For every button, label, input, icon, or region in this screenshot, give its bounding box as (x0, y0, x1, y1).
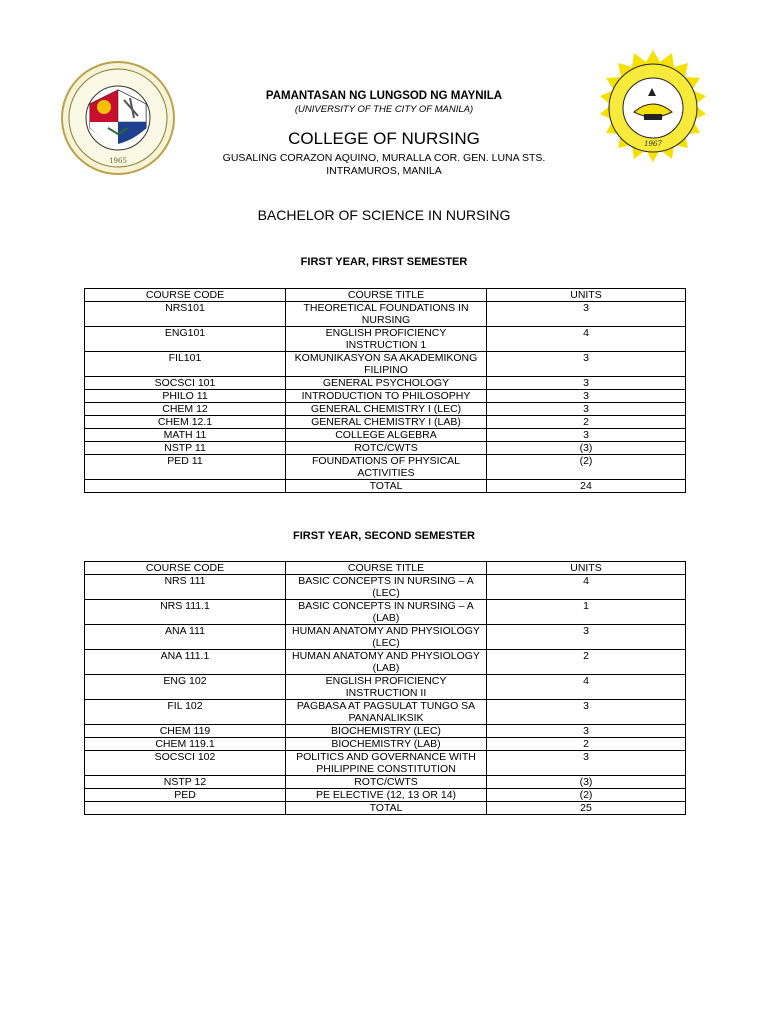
table-row (85, 429, 686, 442)
column-header: UNITS (487, 562, 686, 575)
course-units: 4 (487, 575, 686, 600)
course-code: CHEM 12.1 (85, 416, 286, 429)
table-row (85, 352, 686, 377)
course-code: PED (85, 789, 286, 802)
course-code: CHEM 119 (85, 725, 286, 738)
course-units: 3 (487, 390, 686, 403)
course-code: NSTP 12 (85, 776, 286, 789)
table-row (85, 789, 686, 802)
course-title: BIOCHEMISTRY (LAB) (286, 738, 487, 751)
course-table-second-semester (84, 561, 686, 815)
course-title: ROTC/CWTS (286, 776, 487, 789)
course-code: CHEM 119.1 (85, 738, 286, 751)
column-header: COURSE TITLE (286, 289, 487, 302)
university-english-name: (UNIVERSITY OF THE CITY OF MANILA) (294, 104, 474, 115)
course-title: ENGLISH PROFICIENCY INSTRUCTION 1 (286, 327, 487, 352)
course-units: 2 (487, 650, 686, 675)
course-code: NRS 111.1 (85, 600, 286, 625)
table-row (85, 600, 686, 625)
course-code: PHILO 11 (85, 390, 286, 403)
course-code: ANA 111.1 (85, 650, 286, 675)
course-units: 3 (487, 352, 686, 377)
table-row (85, 575, 686, 600)
course-code: ENG101 (85, 327, 286, 352)
course-title: BASIC CONCEPTS IN NURSING – A (LEC) (286, 575, 487, 600)
course-code: SOCSCI 102 (85, 751, 286, 776)
table-header-row (85, 289, 686, 302)
course-code: FIL101 (85, 352, 286, 377)
course-title: ENGLISH PROFICIENCY INSTRUCTION II (286, 675, 487, 700)
course-title: POLITICS AND GOVERNANCE WITH PHILIPPINE CONSTITUTION (286, 751, 487, 776)
total-units: 25 (487, 802, 686, 815)
course-units: 4 (487, 675, 686, 700)
course-code: ENG 102 (85, 675, 286, 700)
column-header: COURSE CODE (85, 289, 286, 302)
course-units: 3 (487, 429, 686, 442)
course-units: (3) (487, 776, 686, 789)
course-code: PED 11 (85, 455, 286, 480)
course-units: 2 (487, 416, 686, 429)
course-code: NSTP 11 (85, 442, 286, 455)
table-header-row (85, 562, 686, 575)
course-title: BIOCHEMISTRY (LEC) (286, 725, 487, 738)
course-code: NRS101 (85, 302, 286, 327)
table-row (85, 725, 686, 738)
course-units: 3 (487, 625, 686, 650)
college-name: COLLEGE OF NURSING (288, 129, 480, 148)
course-code: MATH 11 (85, 429, 286, 442)
table-row (85, 776, 686, 789)
table-row (85, 455, 686, 480)
total-row (85, 802, 686, 815)
course-table-first-semester (84, 288, 686, 493)
total-label: TOTAL (286, 802, 487, 815)
course-title: GENERAL CHEMISTRY I (LEC) (286, 403, 487, 416)
course-units: 3 (487, 725, 686, 738)
course-code: ANA 111 (85, 625, 286, 650)
column-header: COURSE CODE (85, 562, 286, 575)
table-row (85, 650, 686, 675)
course-units: 3 (487, 700, 686, 725)
course-title: HUMAN ANATOMY AND PHYSIOLOGY (LEC) (286, 625, 487, 650)
course-code: CHEM 12 (85, 403, 286, 416)
table-row (85, 302, 686, 327)
table-row (85, 625, 686, 650)
course-code: SOCSCI 101 (85, 377, 286, 390)
total-units: 24 (487, 480, 686, 493)
table-row (85, 700, 686, 725)
course-title: GENERAL PSYCHOLOGY (286, 377, 487, 390)
table-row (85, 738, 686, 751)
course-units: 3 (487, 302, 686, 327)
table-row (85, 442, 686, 455)
program-title: BACHELOR OF SCIENCE IN NURSING (257, 207, 511, 223)
column-header: COURSE TITLE (286, 562, 487, 575)
course-title: FOUNDATIONS OF PHYSICAL ACTIVITIES (286, 455, 487, 480)
table-row (85, 751, 686, 776)
table-row (85, 675, 686, 700)
total-label: TOTAL (286, 480, 487, 493)
course-title: HUMAN ANATOMY AND PHYSIOLOGY (LAB) (286, 650, 487, 675)
table-row (85, 377, 686, 390)
course-title: PE ELECTIVE (12, 13 OR 14) (286, 789, 487, 802)
svg-text:1965: 1965 (109, 157, 127, 165)
table-row (85, 416, 686, 429)
course-title: ROTC/CWTS (286, 442, 487, 455)
university-name: PAMANTASAN NG LUNGSOD NG MAYNILA (265, 90, 503, 102)
svg-text:1967: 1967 (644, 140, 662, 148)
course-units: (2) (487, 455, 686, 480)
course-units: 3 (487, 751, 686, 776)
course-code: NRS 111 (85, 575, 286, 600)
course-units: 4 (487, 327, 686, 352)
course-units: 3 (487, 377, 686, 390)
course-title: COLLEGE ALGEBRA (286, 429, 487, 442)
address-line-2: INTRAMUROS, MANILA (326, 165, 442, 177)
course-units: 1 (487, 600, 686, 625)
table-row (85, 327, 686, 352)
course-units: (3) (487, 442, 686, 455)
course-title: KOMUNIKASYON SA AKADEMIKONG FILIPINO (286, 352, 487, 377)
table-row (85, 390, 686, 403)
course-title: INTRODUCTION TO PHILOSOPHY (286, 390, 487, 403)
course-code: FIL 102 (85, 700, 286, 725)
total-empty-cell (85, 480, 286, 493)
course-units: (2) (487, 789, 686, 802)
course-title: BASIC CONCEPTS IN NURSING – A (LAB) (286, 600, 487, 625)
course-title: GENERAL CHEMISTRY I (LAB) (286, 416, 487, 429)
course-title: PAGBASA AT PAGSULAT TUNGO SA PANANALIKSIK (286, 700, 487, 725)
total-row (85, 480, 686, 493)
course-title: THEORETICAL FOUNDATIONS IN NURSING (286, 302, 487, 327)
semester-title: FIRST YEAR, SECOND SEMESTER (293, 530, 475, 542)
course-units: 2 (487, 738, 686, 751)
total-empty-cell (85, 802, 286, 815)
semester-title: FIRST YEAR, FIRST SEMESTER (300, 256, 468, 268)
table-row (85, 403, 686, 416)
column-header: UNITS (487, 289, 686, 302)
address-line-1: GUSALING CORAZON AQUINO, MURALLA COR. GEN. LUNA STS. (222, 152, 546, 164)
course-units: 3 (487, 403, 686, 416)
